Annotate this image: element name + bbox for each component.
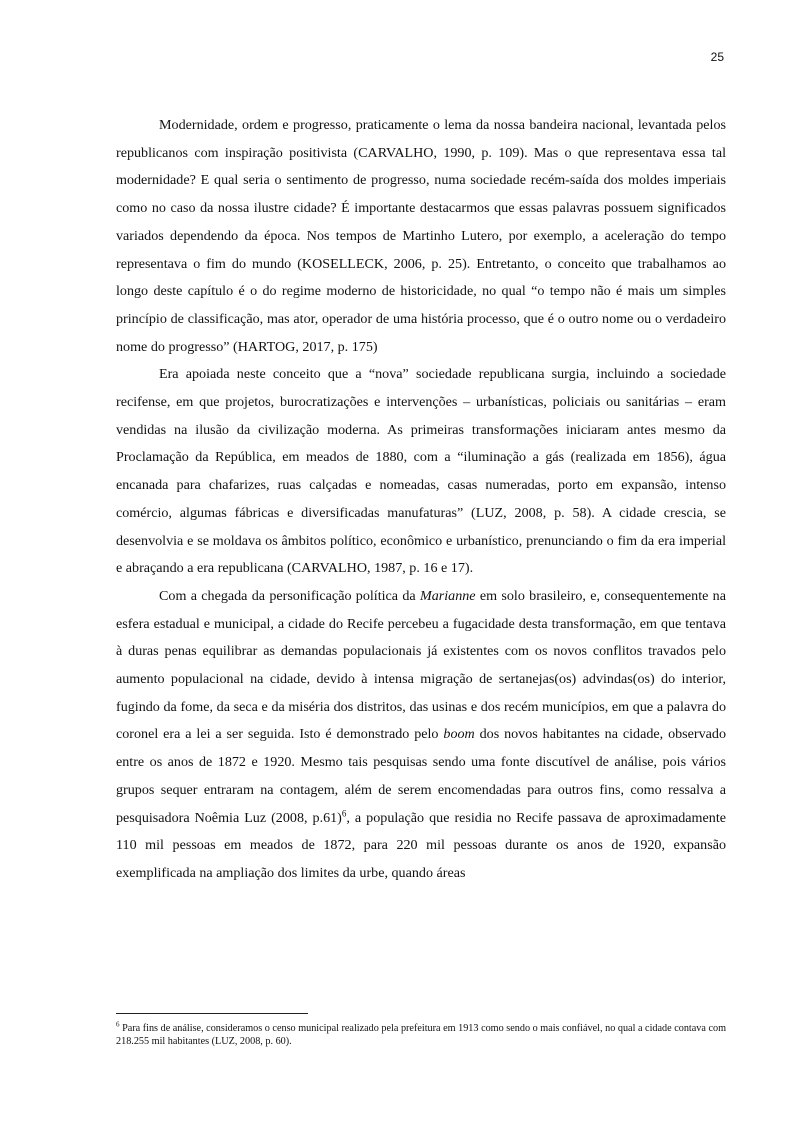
page-number: 25 xyxy=(710,50,724,64)
footnote-text: Para fins de análise, consideramos o censo municipal realizado pela prefeitura em 1913 como sendo o mais confiável, no qual a cidade contava com 218.255 mil habitantes (LUZ, 2008, p. 60). xyxy=(116,1023,726,1047)
paragraph-1 xyxy=(116,112,726,361)
footnote-reference: 6 xyxy=(341,807,347,818)
paragraph-text: dos novos habitantes na cidade, observado entre os anos de 1872 e 1920. Mesmo tais pesquisas sendo uma fonte discutível de análise, pois vários grupos sequer entraram na contagem, além de serem encomendadas para outros fins, como ressalva a pesquisadora Noêmia Luz (2008, p.61) xyxy=(116,726,727,826)
paragraph-text: em solo brasileiro, e, consequentemente na esfera estadual e municipal, a cidade do Recife percebeu a fugacidade desta transformação, em que tentava à duras penas equilibrar as demandas populacionais já existentes com os novos conflitos travados pelo aumento populacional na cidade, devido à intensa migração de sertanejas(os) advindas(os) do interior, fugindo da fome, da seca e da miséria dos distritos, das usinas e dos recém municípios, em que a palavra do coronel era a lei a ser seguida. Isto é demonstrado pelo xyxy=(116,587,726,743)
footnote xyxy=(116,1022,726,1048)
footnote-marker: 6 xyxy=(116,1020,120,1029)
paragraph-2 xyxy=(116,361,726,583)
paragraph-text: Com a chegada da personificação política da xyxy=(159,587,420,604)
paragraph-text: , a população que residia no Recife passava de aproximadamente 110 mil pessoas em meados de 1872, para 220 mil pessoas durante os anos de 1920, expansão exemplificada na ampliação dos limites da urbe, quando áreas xyxy=(116,809,726,881)
paragraph-text: Era apoiada neste conceito que a “nova” sociedade republicana surgia, incluindo a sociedade recifense, em que projetos, burocratizações e intervenções – urbanísticas, policiais ou sanitárias – eram vendidas na ilusão da civilização moderna. As primeiras transformações iniciaram antes mesmo da Proclamação da República, em meados de 1880, com a “iluminação a gás (realizada em 1856), água encanada para chafarizes, ruas calçadas e nomeadas, casas numeradas, porto em expansão, intenso comércio, algumas fábricas e diversificadas manufaturas” (LUZ, 2008, p. 58). A cidade crescia, se desenvolvia e se moldava os âmbitos político, econômico e urbanístico, prenunciando o fim da era imperial e abraçando a era republicana (CARVALHO, 1987, p. 16 e 17). xyxy=(116,366,726,577)
paragraph-text: Modernidade, ordem e progresso, praticamente o lema da nossa bandeira nacional, levantada pelos republicanos com inspiração positivista (CARVALHO, 1990, p. 109). Mas o que representava essa tal modernidade? E qual seria o sentimento de progresso, numa sociedade recém-saída dos moldes imperiais como no caso da nossa ilustre cidade? É importante destacarmos que essas palavras possuem significados variados dependendo da época. Nos tempos de Martinho Lutero, por exemplo, a aceleração do tempo representava o fim do mundo (KOSELLECK, 2006, p. 25). Entretanto, o conceito que trabalhamos ao longo deste capítulo é o do regime moderno de historicidade, no qual “o tempo não é mais um simples princípio de classificação, mas ator, operador de uma história processo, que é o outro nome ou o verdadeiro nome do progresso” (HARTOG, 2017, p. 175) xyxy=(116,117,726,355)
italic-term-boom: boom xyxy=(443,726,475,743)
body-text xyxy=(116,112,726,888)
footnote-separator xyxy=(116,1013,308,1014)
italic-term-marianne: Marianne xyxy=(419,587,476,604)
paragraph-3 xyxy=(116,583,726,888)
